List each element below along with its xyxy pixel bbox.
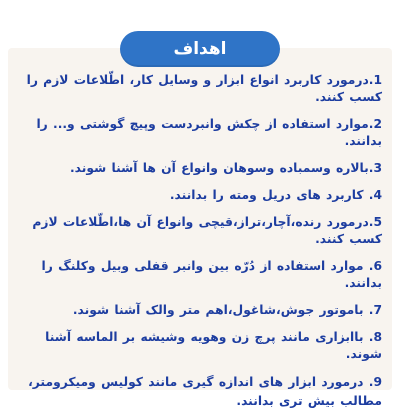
- objective-text-7: 7. باموتور جوش،شاغول،اهم متر والک آشنا شوند.: [72, 303, 382, 317]
- objective-item-3: [18, 160, 382, 187]
- objective-text-5: 5.درمورد رنده،آچار،تراز،قیچی وانواع آن ها،اطّلاعات لازم کسب کنند.: [32, 215, 382, 246]
- objective-text-1: 1.درمورد کاربرد انواع ابزار و وسایل کار، اطّلاعات لازم را کسب کنند.: [26, 73, 382, 104]
- objective-item-5: [18, 214, 382, 258]
- objective-text-4: 4. کاربرد های دریل ومته را بدانند.: [169, 188, 382, 202]
- objective-text-9: 9. درمورد ابزار های اندازه گیری مانند کولیس ومیکرومتر، مطالب بیش تری بدانند.: [28, 375, 382, 408]
- objective-item-4: [18, 187, 382, 214]
- objectives-header: [120, 31, 280, 67]
- objective-item-6: [18, 258, 382, 302]
- objective-item-1: [18, 72, 382, 116]
- objectives-title: اهداف: [173, 38, 227, 59]
- objective-item-7: [18, 302, 382, 329]
- objective-text-2: 2.موارد استفاده از چکش وانبردست وپیچ گوشتی و... را بدانند.: [36, 117, 382, 148]
- objectives-list: [18, 72, 382, 411]
- objective-item-8: [18, 329, 382, 373]
- objective-text-3: 3.بالاره وسمباده وسوهان وانواع آن ها آشنا شوند.: [70, 161, 382, 175]
- objective-item-2: [18, 116, 382, 160]
- objective-text-6: 6. موارد استفاده از دُرّه بین وانبر قفلی وبیل وکلنگ را بدانند.: [41, 259, 382, 290]
- objective-item-9: [18, 373, 382, 411]
- objective-text-8: 8. باابزاری مانند پرچ زن وهویه وشیشه بر الماسه آشنا شوند.: [45, 330, 382, 361]
